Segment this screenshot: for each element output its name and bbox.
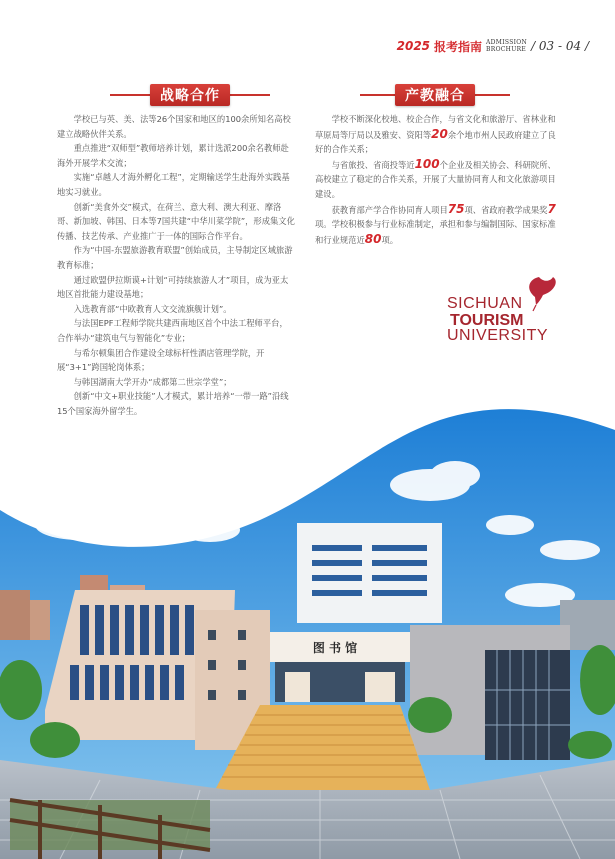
header-year: 2025 xyxy=(396,39,431,53)
left-wing-building xyxy=(45,590,270,750)
paragraph: 入选教育部“中欧教育人文交流旗舰计划”。 xyxy=(73,303,232,314)
paragraph: 学校不断深化校地、校企合作，与省文化和旅游厅、省林业和草原局等厅局以及雅安、资阳等20余个地市州人民政府建立了良好的合作关系； xyxy=(315,114,556,155)
header-title: 报考指南 xyxy=(434,39,483,54)
industry-education-text xyxy=(315,112,560,247)
highlight-number: 7 xyxy=(547,201,556,216)
section-title-industry-education xyxy=(360,84,510,106)
page-numbers: / 03 - 04 / xyxy=(531,39,589,53)
section-title-strategic-cooperation xyxy=(110,84,270,106)
paragraph: 通过欧盟伊拉斯谟+计划“可持续旅游人才”项目，成为亚太地区首批能力建设基地； xyxy=(57,274,289,300)
highlight-number: 75 xyxy=(447,201,465,216)
logo-text-line1: SICHUAN xyxy=(447,295,523,312)
library-tower xyxy=(297,523,442,623)
library-sign: 图 书 馆 xyxy=(312,641,358,655)
strategic-cooperation-text xyxy=(57,112,295,418)
right-wing-building xyxy=(410,625,570,760)
library-entrance xyxy=(270,632,410,702)
paragraph: 重点推进“双师型”教师培养计划，累计选派200余名教师赴海外开展学术交流； xyxy=(57,143,289,168)
page-header xyxy=(397,38,589,54)
highlight-number: 20 xyxy=(431,126,448,141)
header-en-line1: ADMISSION xyxy=(486,39,528,46)
logo-text-line2: TOURISM xyxy=(450,312,524,329)
title-pill xyxy=(395,84,475,106)
paragraph: 作为“中国-东盟旅游教育联盟”创始成员，主导制定区域旅游教育标准； xyxy=(57,245,293,270)
paragraph: 与省旅投、省商投等近100个企业及相关协会、科研院所、高校建立了稳定的合作关系，开展了大量协同育人和文化旅游项目建设。 xyxy=(315,156,556,199)
header-english-title xyxy=(486,39,527,53)
header-en-line2: BROCHURE xyxy=(486,46,527,53)
paragraph: 获教育部产学合作协同育人项目75项、省政府教学成果奖7项。学校积极参与行业标准制定，承担和参与编制国际、国家标准和行业规范近80项。 xyxy=(315,201,556,246)
paragraph: 学校已与英、美、法等26个国家和地区的100余所知名高校建立战略伙伴关系。 xyxy=(57,114,291,139)
paragraph: 与希尔顿集团合作建设全球标杆性酒店管理学院，开展“3+1”跨国轮岗体系； xyxy=(57,347,265,373)
paragraph: 实施“卓越人才海外孵化工程”，定期输送学生赴海外实践基地实习就业。 xyxy=(57,172,290,197)
section-title-text: 战略合作 xyxy=(160,88,220,104)
paragraph: 创新“中文+职业技能”人才模式，累计培养“一带一路”沿线15个国家海外留学生。 xyxy=(57,391,289,416)
highlight-number: 100 xyxy=(414,156,440,171)
highlight-number: 80 xyxy=(364,231,382,246)
logo-text-line3: UNIVERSITY xyxy=(447,327,549,344)
paragraph: 创新“美食外交”模式，在荷兰、意大利、澳大利亚、摩洛哥、新加坡、韩国、日本等7国共建“中华川菜学院”，形成集文化传播、技艺传承、产业推广于一体的国际合作平台。 xyxy=(57,201,295,241)
campus-library-photo xyxy=(0,380,615,859)
section-title-text: 产教融合 xyxy=(405,88,465,104)
title-pill xyxy=(150,84,230,106)
paragraph: 与韩国湖南大学开办“成都第二世宗学堂”； xyxy=(73,376,232,387)
paragraph: 与法国EPF工程师学院共建西南地区首个中法工程师平台，合作举办“建筑电气与智能化”专业； xyxy=(57,318,288,343)
university-logo xyxy=(447,275,562,350)
